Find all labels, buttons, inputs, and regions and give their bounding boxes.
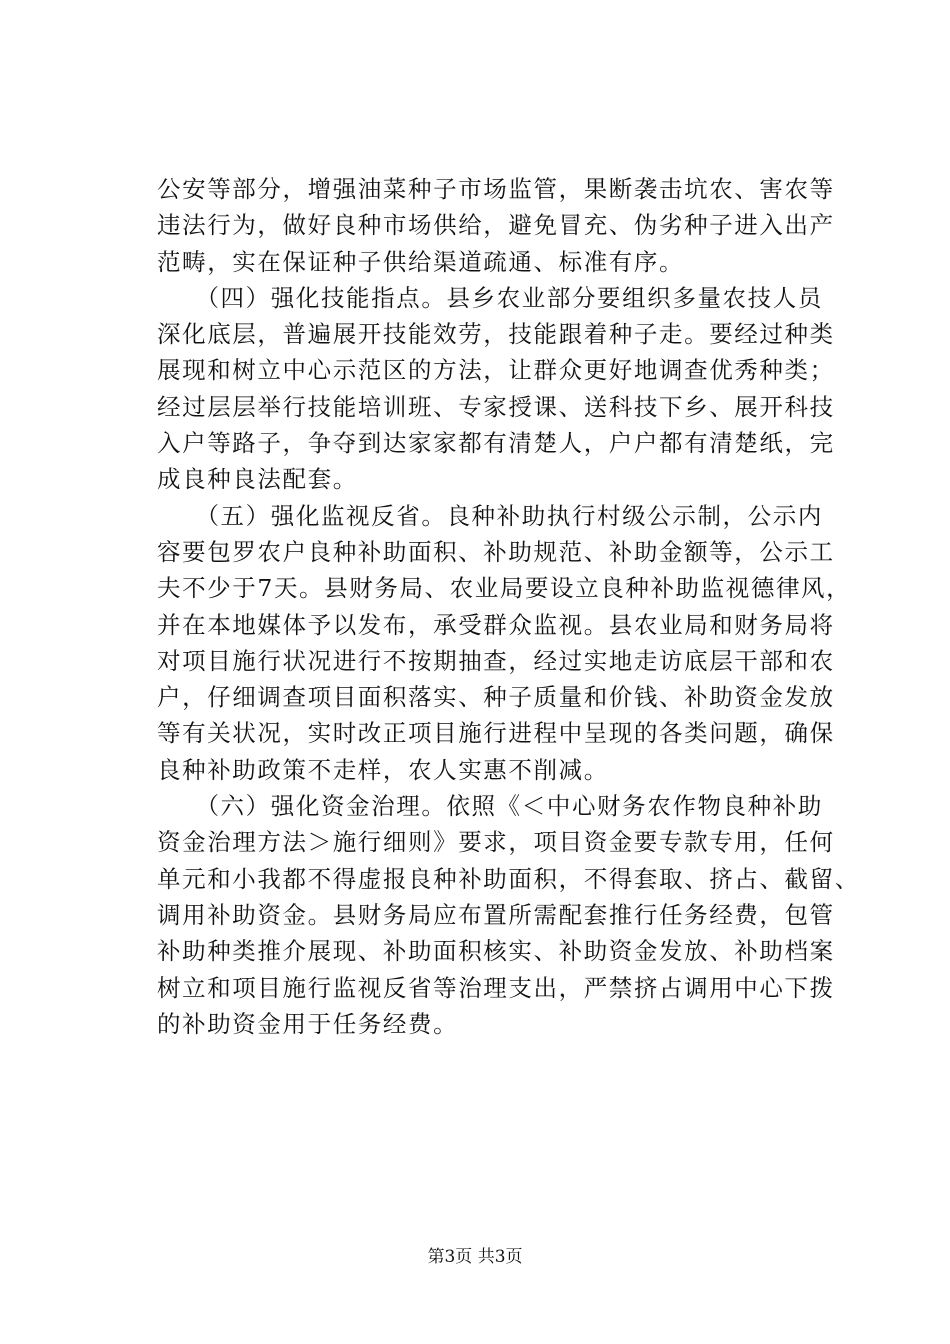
text-line: 公安等部分，增强油菜种子市场监管，果断袭击坑农、害农等: [157, 175, 835, 203]
text-line: 容要包罗农户良种补助面积、补助规范、补助金额等，公示工: [157, 537, 835, 566]
text-line: （五）强化监视反省。良种补助执行村级公示制，公示内: [157, 501, 823, 530]
text-line: 成良种良法配套。: [157, 465, 358, 494]
page-number: 第3页 共3页: [427, 1247, 523, 1267]
text-line: 并在本地媒体予以发布，承受群众监视。县农业局和财务局将: [157, 610, 835, 639]
text-line: 对项目施行状况进行不按期抽查，经过实地走访底层干部和农: [157, 646, 835, 675]
text-line: 树立和项目施行监视反省等治理支出，严禁挤占调用中心下拨: [157, 973, 835, 1002]
text-line: 范畴，实在保证种子供给渠道疏通、标准有序。: [157, 247, 685, 276]
text-line: 夫不少于7天。县财务局、农业局要设立良种补助监视德律风，: [157, 574, 852, 603]
page-footer: [0, 1242, 950, 1267]
text-line: 经过层层举行技能培训班、专家授课、送科技下乡、展开科技: [157, 392, 835, 421]
text-line: 良种补助政策不走样，农人实惠不削减。: [157, 755, 609, 784]
text-line: 展现和树立中心示范区的方法，让群众更好地调查优秀种类；: [157, 356, 835, 385]
text-line: 调用补助资金。县财务局应布置所需配套推行任务经费，包管: [157, 900, 835, 929]
text-line: 单元和小我都不得虚报良种补助面积，不得套取、挤占、截留、: [157, 864, 860, 893]
text-line: （六）强化资金治理。依照《＜中心财务农作物良种补助: [157, 792, 823, 821]
text-line: 的补助资金用于任务经费。: [157, 1009, 459, 1038]
text-line: 违法行为，做好良种市场供给，避免冒充、伪劣种子进入出产: [157, 211, 835, 240]
text-line: 入户等路子，争夺到达家家都有清楚人，户户都有清楚纸，完: [157, 429, 835, 458]
text-line: 深化底层，普遍展开技能效劳，技能跟着种子走。要经过种类: [157, 320, 835, 349]
text-line: 资金治理方法＞施行细则》要求，项目资金要专款专用，任何: [157, 828, 835, 857]
text-line: 户，仔细调查项目面积落实、种子质量和价钱、补助资金发放: [157, 683, 835, 712]
document-body: [157, 171, 860, 1042]
text-line: 补助种类推介展现、补助面积核实、补助资金发放、补助档案: [157, 937, 835, 966]
text-line: 等有关状况，实时改正项目施行进程中呈现的各类问题，确保: [157, 719, 835, 748]
text-line: （四）强化技能指点。县乡农业部分要组织多量农技人员: [157, 283, 823, 312]
